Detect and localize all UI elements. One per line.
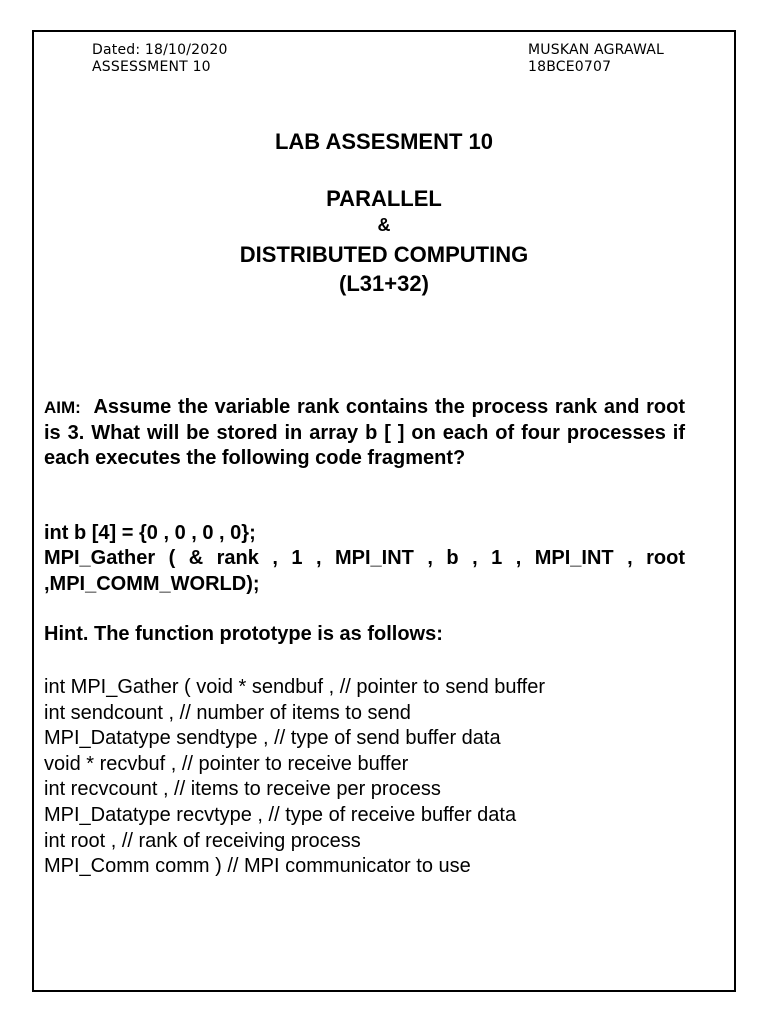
assessment-text: ASSESSMENT 10: [92, 59, 211, 75]
code-line-2: MPI_Gather ( & rank , 1 , MPI_INT , b , 1 , MPI_INT , root: [44, 547, 685, 569]
prototype-line: MPI_Datatype sendtype , // type of send buffer data: [44, 727, 501, 750]
prototype-line: MPI_Datatype recvtype , // type of receive buffer data: [44, 803, 517, 826]
aim-paragraph: [44, 395, 685, 472]
header-right: [528, 42, 664, 76]
prototype-block: [44, 675, 545, 880]
course-slot: (L31+32): [339, 271, 429, 296]
hint-heading: Hint. The function prototype is as follows:: [44, 623, 443, 645]
date-text: Dated: 18/10/2020: [92, 42, 228, 58]
student-name: MUSKAN AGRAWAL: [528, 42, 665, 58]
aim-label: AIM:: [44, 398, 81, 417]
prototype-line: int recvcount , // items to receive per process: [44, 778, 441, 801]
course-title-line1: PARALLEL: [326, 186, 442, 211]
prototype-line: MPI_Comm comm ) // MPI communicator to use: [44, 855, 471, 878]
header-left: [92, 42, 228, 76]
prototype-line: int root , // rank of receiving process: [44, 829, 361, 852]
student-id: 18BCE0707: [528, 59, 612, 75]
code-line-3: ,MPI_COMM_WORLD);: [44, 573, 260, 595]
prototype-line: int sendcount , // number of items to send: [44, 701, 411, 724]
prototype-line: int MPI_Gather ( void * sendbuf , // pointer to send buffer: [44, 676, 546, 698]
lab-title: LAB ASSESMENT 10: [274, 129, 493, 154]
course-title-line2: DISTRIBUTED COMPUTING: [239, 242, 529, 267]
prototype-line: void * recvbuf , // pointer to receive buffer: [44, 752, 409, 775]
aim-text: Assume the variable rank contains the process rank and root is 3. What will be stored in array b [ ] on each of four processes if each executes the following code fragment?: [44, 396, 685, 469]
course-title-ampersand: &: [377, 215, 391, 235]
code-line-1: int b [4] = {0 , 0 , 0 , 0};: [44, 522, 256, 544]
